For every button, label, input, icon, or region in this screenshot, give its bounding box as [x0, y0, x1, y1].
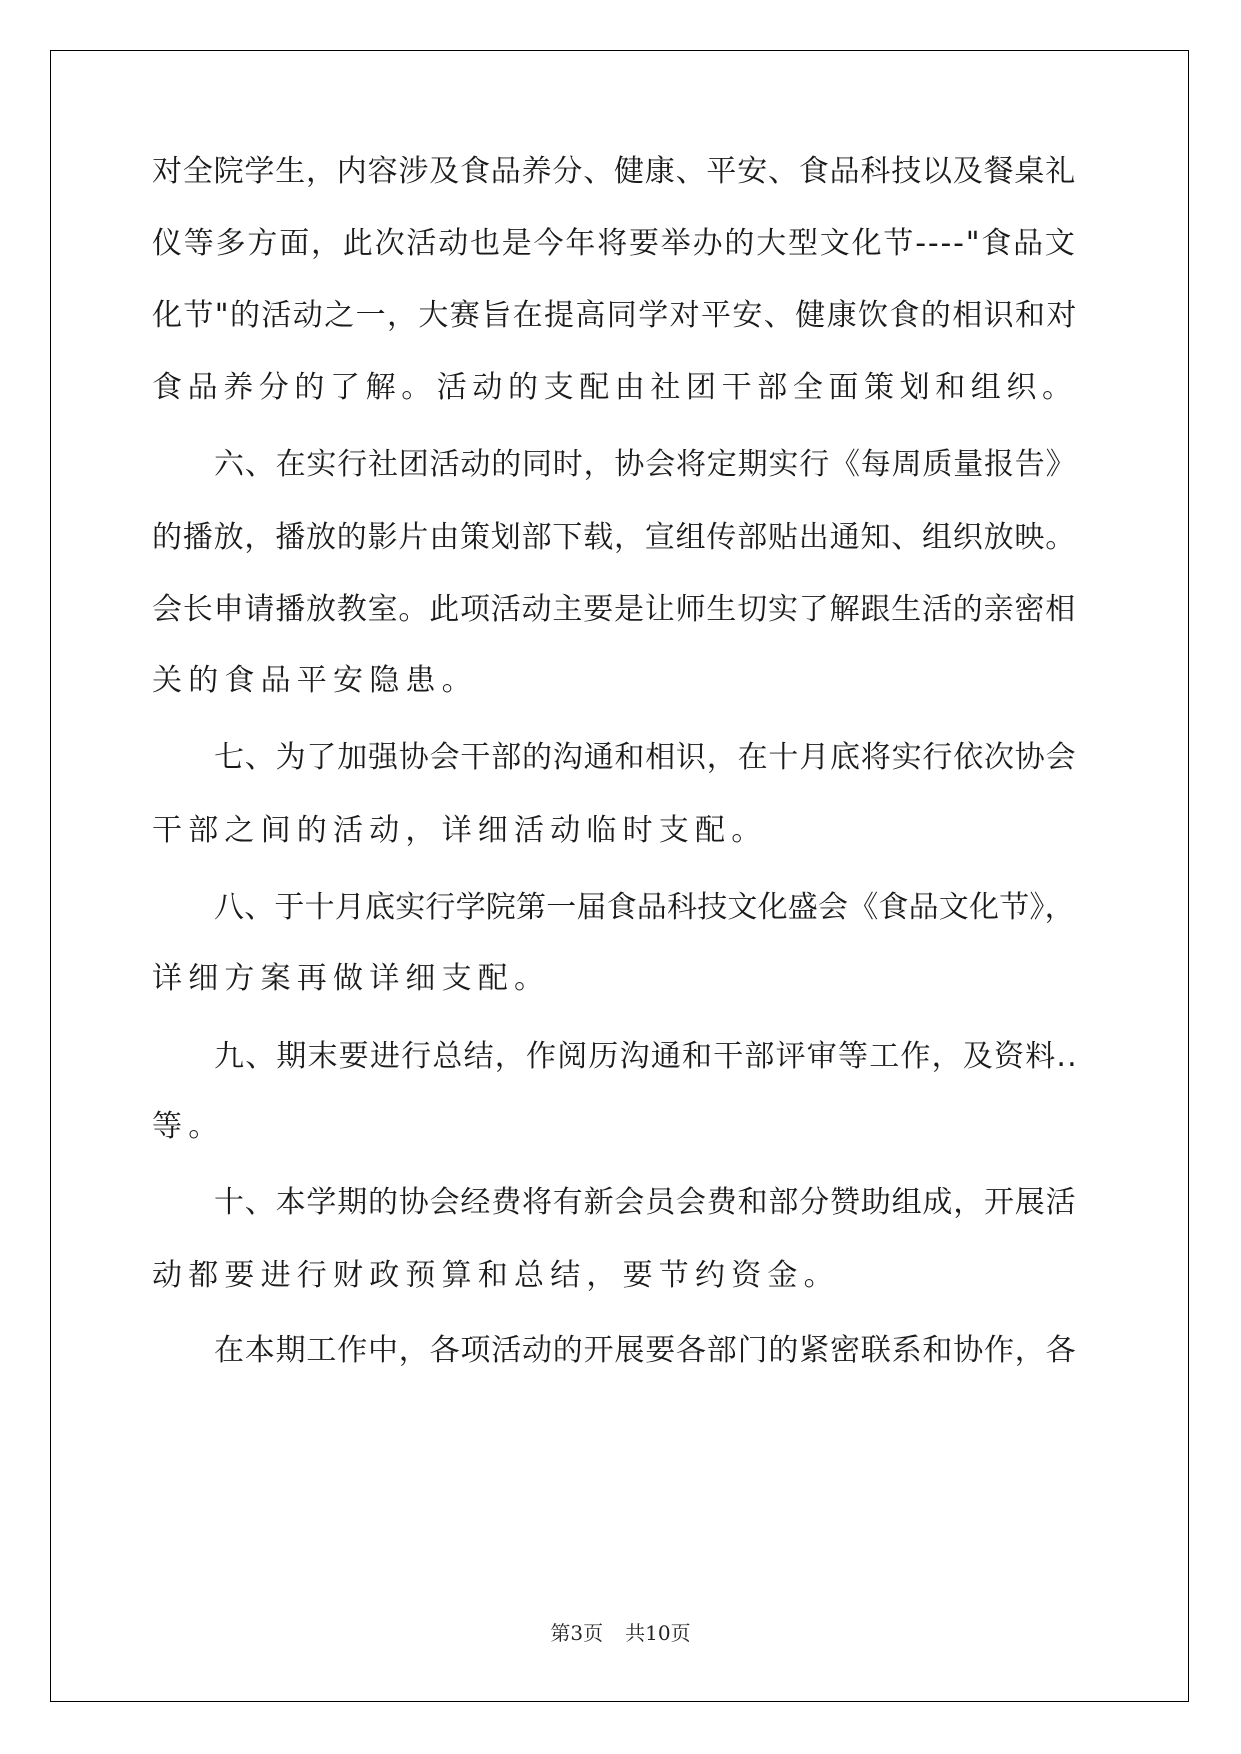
text-line: 详细方案再做详细支配。	[152, 961, 551, 996]
text-line: 六、在实行社团活动的同时，协会将定期实行《每周质量报告》	[214, 447, 1077, 482]
text-line: 九、期末要进行总结，作阅历沟通和干部评审等工作，及资料..	[214, 1039, 1078, 1074]
text-line: 十、本学期的协会经费将有新会员会费和部分赞助组成，开展活	[214, 1185, 1077, 1220]
page-footer	[0, 1620, 1241, 1646]
text-line: 关的食品平安隐患。	[152, 663, 478, 698]
text-line: 在本期工作中，各项活动的开展要各部门的紧密联系和协作，各	[214, 1333, 1077, 1368]
text-line: 会长申请播放教室。此项活动主要是让师生切实了解跟生活的亲密相	[152, 592, 1076, 627]
text-line: 八、于十月底实行学院第一届食品科技文化盛会《食品文化节》，	[214, 890, 1075, 925]
text-line: 等。	[152, 1109, 225, 1144]
text-line: 化节"的活动之一，大赛旨在提高同学对平安、健康饮食的相识和对	[152, 298, 1078, 333]
text-line: 动都要进行财政预算和总结，要节约资金。	[152, 1258, 840, 1293]
page-number: 第3页	[550, 1621, 604, 1645]
page-total: 共10页	[625, 1621, 691, 1645]
text-line: 干部之间的活动，详细活动临时支配。	[152, 813, 768, 848]
text-line: 食品养分的了解。活动的支配由社团干部全面策划和组织。	[152, 370, 1078, 405]
text-line: 仪等多方面，此次活动也是今年将要举办的大型文化节----"食品文	[152, 226, 1077, 261]
text-line: 对全院学生，内容涉及食品养分、健康、平安、食品科技以及餐桌礼	[152, 154, 1076, 189]
text-line: 的播放，播放的影片由策划部下载，宣组传部贴出通知、组织放映。	[152, 520, 1076, 555]
text-line: 七、为了加强协会干部的沟通和相识，在十月底将实行依次协会	[214, 740, 1077, 775]
